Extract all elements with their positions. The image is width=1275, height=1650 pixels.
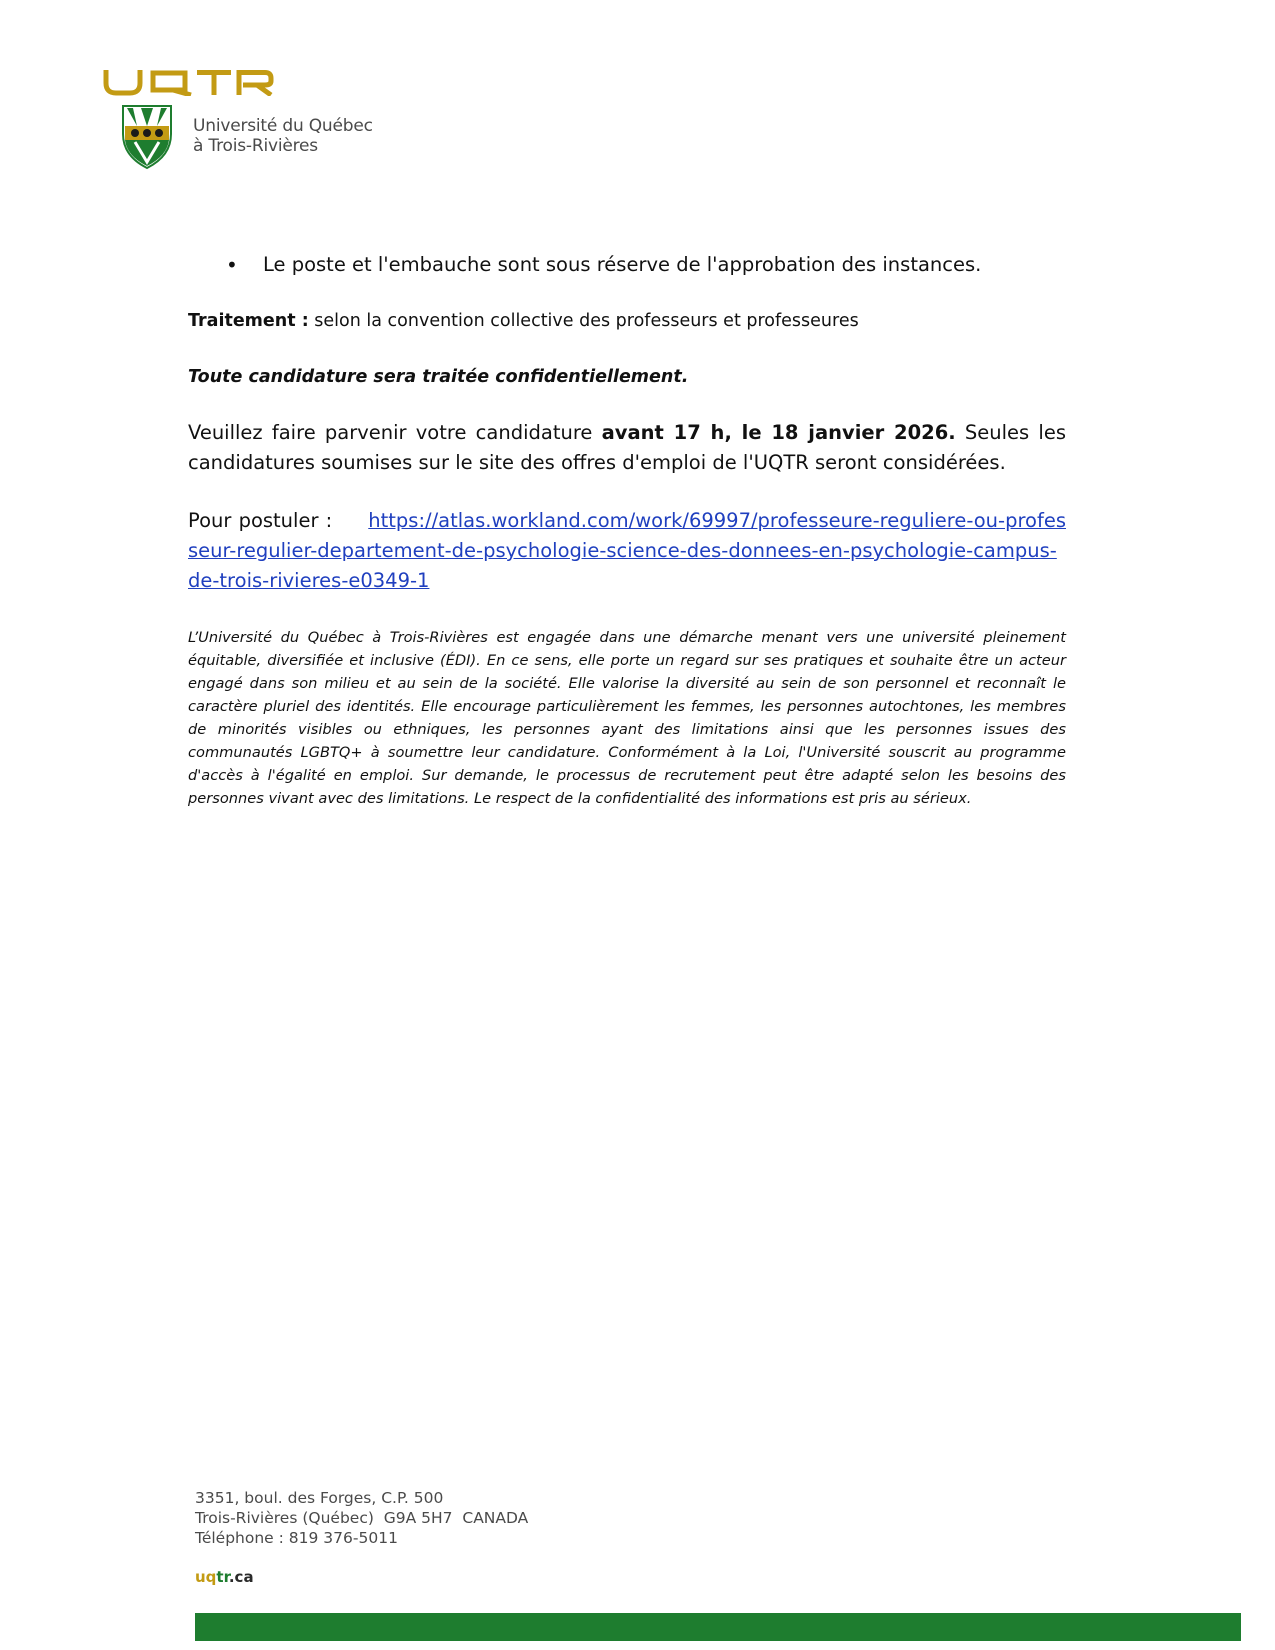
apply-label: Pour postuler : [188, 509, 333, 532]
bullet-text: Le poste et l'embauche sont sous réserve de l'approbation des instances. [263, 253, 982, 276]
confidential-notice: Toute candidature sera traitée confidentiellement. [188, 367, 689, 387]
salary-label: Traitement : [188, 311, 309, 331]
deadline-paragraph [188, 418, 1066, 478]
bullet-dot-icon: • [226, 253, 238, 277]
salary-text: selon la convention collective des professeurs et professeures [308, 311, 859, 331]
university-name-line1: Université du Québec [193, 116, 373, 136]
university-logo [103, 68, 383, 178]
apply-link[interactable]: https://atlas.workland.com/work/69997/professeure-reguliere-ou-professeur-regulier-departement-de-psychologie-science-des-donnees-en-psychologie-campus-de-trois-rivieres-e0349-1 [188, 509, 1066, 592]
deadline-pre: Veuillez faire parvenir votre candidature [188, 421, 602, 444]
uqtr-wordmark-logo [103, 68, 275, 96]
site-part-uq: uq [195, 1568, 217, 1586]
shield-crest-icon [121, 104, 173, 170]
site-part-ca: .ca [228, 1568, 254, 1586]
footer-green-bar [195, 1613, 1241, 1641]
deadline-post: Seules les candidatures soumises sur le site des offres d'emploi de l'UQTR seront considérées. [188, 421, 1066, 474]
university-name [193, 116, 373, 156]
address-line1: 3351, boul. des Forges, C.P. 500 [195, 1489, 444, 1507]
footer-address [195, 1488, 528, 1548]
university-name-line2: à Trois-Rivières [193, 136, 318, 156]
footer-website[interactable] [195, 1568, 254, 1586]
document-body [188, 250, 1066, 810]
salary-paragraph [188, 308, 1066, 334]
phone-line: Téléphone : 819 376-5011 [195, 1529, 398, 1547]
apply-paragraph [188, 506, 1066, 596]
site-part-tr: tr [216, 1568, 229, 1586]
bullet-item [188, 250, 1066, 280]
edi-statement: L’Université du Québec à Trois-Rivières est engagée dans une démarche menant vers une université pleinement équitable, diversifiée et inclusive (ÉDI). En ce sens, elle porte un regard sur ses pratiques et souhaite être un acteur engagé dans son milieu et au sein de la société. Elle valorise la diversité au sein de son personnel et reconnaît le caractère pluriel des identités. Elle encourage particulièrement les femmes, les personnes autochtones, les membres de minorités visibles ou ethniques, les personnes ayant des limitations ainsi que les personnes issues des communautés LGBTQ+ à soumettre leur candidature. Conformément à la Loi, l'Université souscrit au programme d'accès à l'égalité en emploi. Sur demande, le processus de recrutement peut être adapté selon les besoins des personnes vivant avec des limitations. Le respect de la confidentialité des informations est pris au sérieux. [188, 629, 1066, 807]
address-line2: Trois-Rivières (Québec) G9A 5H7 CANADA [195, 1509, 529, 1527]
deadline-date: avant 17 h, le 18 janvier 2026. [601, 421, 956, 444]
